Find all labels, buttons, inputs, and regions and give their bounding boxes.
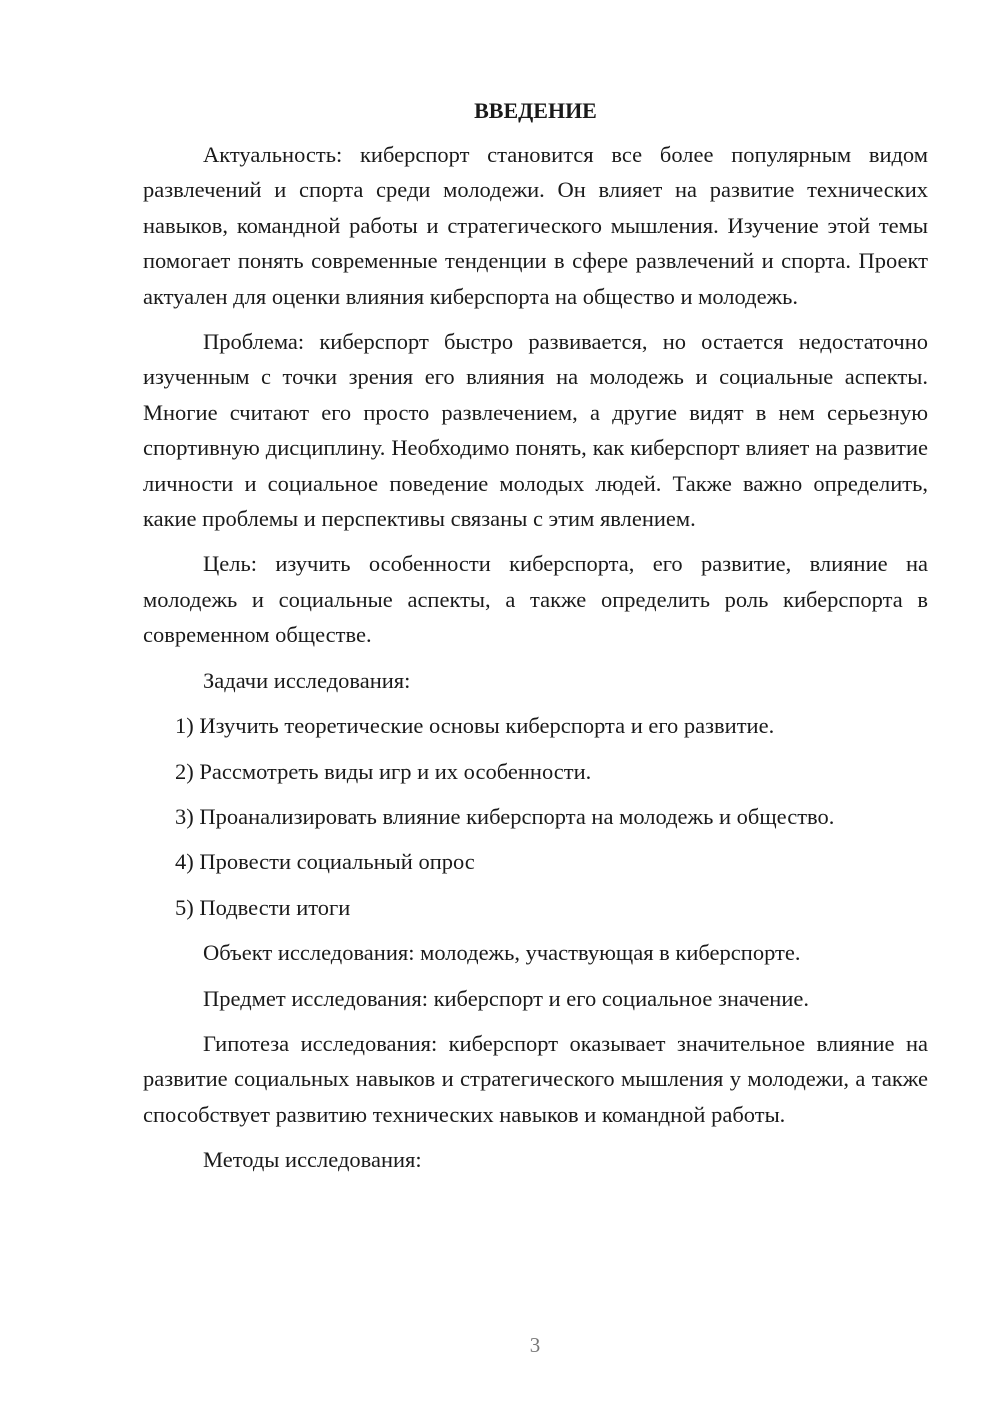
task-item-1: 1) Изучить теоретические основы киберспорта и его развитие. bbox=[175, 713, 775, 739]
hypothesis-paragraph: Гипотеза исследования: киберспорт оказывает значительное влияние на развитие социальных навыков и стратегического мышления у молодежи, а также способствует развитию технических навыков и командной работы. bbox=[143, 1030, 928, 1127]
methods-heading: Методы исследования: bbox=[203, 1147, 422, 1173]
goal-paragraph: Цель: изучить особенности киберспорта, его развитие, влияние на молодежь и социальные аспекты, а также определить роль киберспорта в современном обществе. bbox=[143, 551, 928, 648]
section-title: ВВЕДЕНИЕ bbox=[474, 98, 597, 123]
task-item-2: 2) Рассмотреть виды игр и их особенности. bbox=[175, 758, 592, 784]
task-item-5: 5) Подвести итоги bbox=[175, 894, 351, 920]
page-content bbox=[143, 95, 928, 1188]
tasks-list bbox=[143, 708, 928, 925]
object-paragraph: Объект исследования: молодежь, участвующая в киберспорте. bbox=[203, 940, 801, 966]
task-item-3: 3) Проанализировать влияние киберспорта на молодежь и общество. bbox=[175, 803, 835, 829]
tasks-heading: Задачи исследования: bbox=[203, 667, 411, 693]
relevance-paragraph: Актуальность: киберспорт становится все более популярным видом развлечений и спорта среди молодежи. Он влияет на развитие технических навыков, командной работы и стратегического мышления. Изучение этой темы помогает понять современные тенденции в сфере развлечений и спорта. Проект актуален для оценки влияния киберспорта на общество и молодежь. bbox=[143, 142, 928, 309]
task-item-4: 4) Провести социальный опрос bbox=[175, 849, 475, 875]
problem-paragraph: Проблема: киберспорт быстро развивается, но остается недостаточно изученным с точки зрения его влияния на молодежь и социальные аспекты. Многие считают его просто развлечением, а другие видят в нем серьезную спортивную дисциплину. Необходимо понять, как киберспорт влияет на развитие личности и социальное поведение молодых людей. Также важно определить, какие проблемы и перспективы связаны с этим явлением. bbox=[143, 329, 928, 532]
page-number: 3 bbox=[529, 1333, 541, 1357]
subject-paragraph: Предмет исследования: киберспорт и его социальное значение. bbox=[203, 985, 809, 1011]
